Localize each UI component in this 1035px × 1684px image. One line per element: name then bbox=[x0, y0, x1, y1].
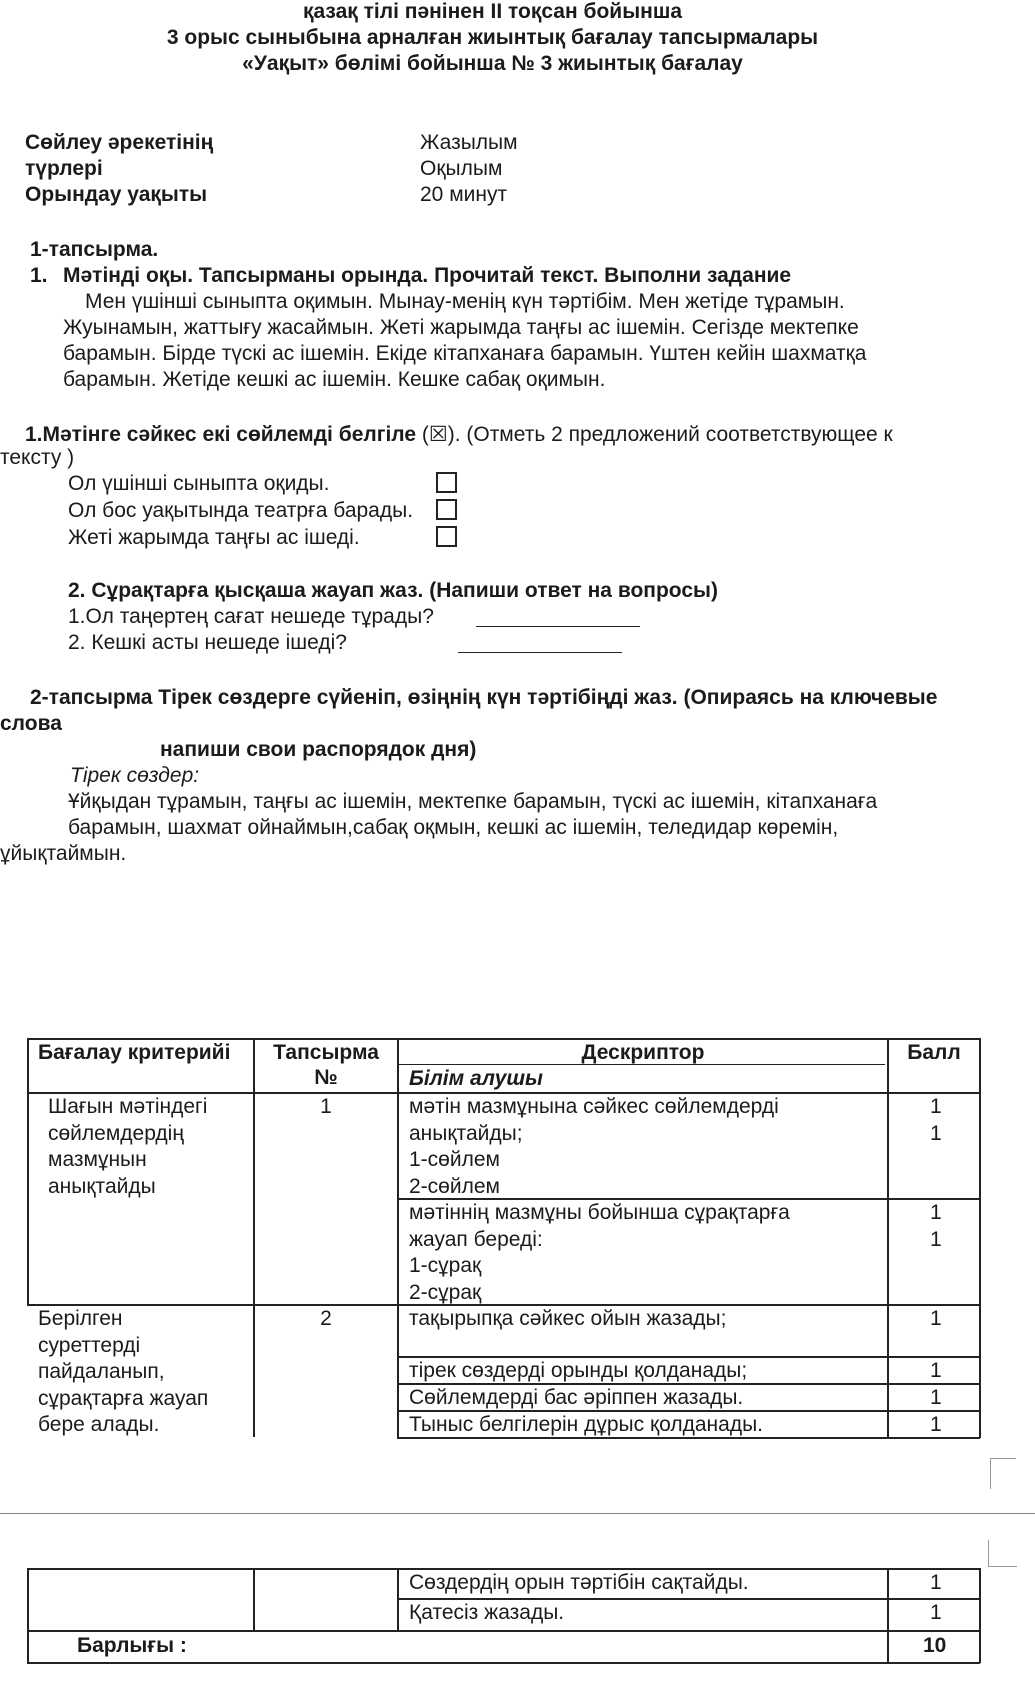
cont-desc-2-score: 1 bbox=[930, 1601, 942, 1624]
row2-desc-3-score: 1 bbox=[930, 1385, 942, 1409]
time-label: Орындау уақыты bbox=[25, 183, 208, 206]
option-1-checkbox[interactable] bbox=[436, 472, 457, 493]
task2-title-line-1: 2-тапсырма Тірек сөздерге сүйеніп, өзіңнің күн тәртібіңді жаз. (Опираясь на ключевые bbox=[30, 686, 938, 709]
option-1-text: Ол үшінші сыныпта оқиды. bbox=[68, 472, 330, 495]
row2-desc-2: тірек сөздерді орынды қолданады; bbox=[409, 1358, 748, 1382]
row1-desc1-line-1: мәтін мазмұнына сәйкес сөйлемдерді bbox=[409, 1095, 779, 1118]
row1-desc2-line-1: мәтіннің мазмұны бойынша сұрақтарға bbox=[409, 1201, 790, 1224]
header-line-1: қазақ тілі пәнінен II тоқсан бойынша bbox=[302, 0, 682, 23]
row1-desc1-line-2: анықтайды; bbox=[409, 1121, 523, 1145]
question-1-bold: 1.Мәтінге сәйкес екі сөйлемді белгіле bbox=[25, 423, 417, 446]
question-1-rest: (☒). (Отметь 2 предложений соответствующее к bbox=[416, 423, 893, 446]
row1-criteria-line-1: Шағын мәтіндегі bbox=[48, 1095, 208, 1118]
question-2-item-1: 1.Ол таңертең сағат нешеде тұрады? bbox=[68, 605, 434, 628]
total-label: Барлығы : bbox=[77, 1634, 187, 1657]
option-3-text: Жеті жарымда таңғы ас ішеді. bbox=[68, 526, 360, 549]
time-value: 20 минут bbox=[420, 183, 508, 206]
cont-desc-1: Сөздердің орын тәртібін сақтайды. bbox=[409, 1571, 749, 1594]
row1-desc1-score-2: 1 bbox=[930, 1121, 942, 1145]
row1-desc2-score-2: 1 bbox=[930, 1227, 942, 1251]
activity-label-1: Сөйлеу әрекетінің bbox=[25, 131, 214, 154]
row1-desc1-score-1: 1 bbox=[930, 1095, 942, 1118]
keywords-label: Тірек сөздер: bbox=[70, 764, 200, 787]
cont-desc-2: Қатесіз жазады. bbox=[409, 1601, 565, 1624]
row2-criteria-line-3: пайдаланып, bbox=[38, 1360, 165, 1383]
row1-desc2-line-3: 1-сұрақ bbox=[409, 1254, 482, 1277]
row2-criteria-line-2: суреттерді bbox=[38, 1333, 141, 1357]
th-criteria: Бағалау критерийі bbox=[38, 1041, 231, 1064]
row2-criteria-line-4: сұрақтарға жауап bbox=[38, 1386, 209, 1410]
total-value: 10 bbox=[923, 1634, 947, 1657]
row2-desc-4: Тыныс белгілерін дұрыс қолданады. bbox=[409, 1412, 763, 1436]
reading-text-line-1: Мен үшінші сыныпта оқимын. Мынау-менің күн тәртібім. Мен жетіде тұрамын. bbox=[85, 290, 845, 313]
row2-desc-1: тақырыпқа сәйкес ойын жазады; bbox=[409, 1307, 727, 1330]
answer-line-1[interactable] bbox=[476, 626, 640, 627]
th-task-num-2: № bbox=[314, 1066, 338, 1089]
header-line-2: 3 орыс сыныбына арналған жиынтық бағалау тапсырмалары bbox=[166, 26, 819, 49]
page-corner-mark-top bbox=[990, 1458, 1016, 1489]
row1-desc1-line-4: 2-сөйлем bbox=[409, 1174, 500, 1198]
task1-instruction: Мәтінді оқы. Тапсырманы орында. Прочитай текст. Выполни задание bbox=[63, 264, 792, 287]
page-corner-mark-bottom bbox=[988, 1540, 1017, 1567]
activity-value-1: Жазылым bbox=[420, 131, 518, 154]
answer-line-2[interactable] bbox=[458, 652, 622, 653]
row1-desc2-score-1: 1 bbox=[930, 1201, 942, 1224]
reading-text-line-4: барамын. Жетіде кешкі ас ішемін. Кешке сабақ оқимын. bbox=[63, 368, 606, 391]
option-2-checkbox[interactable] bbox=[436, 499, 457, 520]
keywords-line-2: барамын, шахмат ойнаймын,сабақ оқмын, кешкі ас ішемін, теледидар көремін, bbox=[68, 816, 839, 839]
reading-text-line-2: Жуынамын, жаттығу жасаймын. Жеті жарымда таңғы ас ішемін. Сегізде мектепке bbox=[63, 316, 859, 339]
question-2-title: 2. Сұрақтарға қысқаша жауап жаз. (Напиши ответ на вопросы) bbox=[68, 579, 718, 602]
row1-desc2-line-2: жауап береді: bbox=[409, 1227, 543, 1251]
row2-desc-2-score: 1 bbox=[930, 1358, 942, 1382]
task2-title-line-2: слова bbox=[0, 712, 62, 735]
question-1-rest-2: тексту ) bbox=[0, 446, 75, 469]
row1-desc1-line-3: 1-сөйлем bbox=[409, 1148, 500, 1171]
th-descriptor: Дескриптор bbox=[581, 1041, 705, 1064]
row1-criteria-line-4: анықтайды bbox=[48, 1174, 156, 1198]
th-task-num-1: Тапсырма bbox=[273, 1041, 379, 1064]
cont-desc-1-score: 1 bbox=[930, 1571, 942, 1594]
th-score: Балл bbox=[907, 1041, 961, 1064]
task2-title-line-3: напиши свои распорядок дня) bbox=[160, 738, 477, 761]
row1-criteria-line-2: сөйлемдердің bbox=[48, 1121, 184, 1145]
row2-criteria-line-1: Берілген bbox=[38, 1307, 123, 1330]
row1-task: 1 bbox=[320, 1095, 332, 1118]
activity-value-2: Оқылым bbox=[420, 157, 503, 180]
task1-title: 1-тапсырма. bbox=[30, 238, 159, 261]
activity-label-2: түрлері bbox=[25, 157, 103, 180]
row2-desc-3: Сөйлемдерді бас әріппен жазады. bbox=[409, 1385, 744, 1409]
keywords-line-3: ұйықтаймын. bbox=[0, 842, 127, 865]
row2-criteria-line-5: бере алады. bbox=[38, 1413, 160, 1436]
question-2-item-2: 2. Кешкі асты нешеде ішеді? bbox=[68, 631, 347, 654]
option-3-checkbox[interactable] bbox=[436, 526, 457, 547]
task1-instruction-num: 1. bbox=[30, 264, 48, 287]
option-2-text: Ол бос уақытында театрға барады. bbox=[68, 499, 414, 522]
question-1 bbox=[25, 422, 893, 447]
th-descriptor-sub: Білім алушы bbox=[409, 1067, 543, 1090]
row2-task: 2 bbox=[320, 1307, 332, 1330]
keywords-line-1: Ұйқыдан тұрамын, таңғы ас ішемін, мектепке барамын, түскі ас ішемін, кітапханаға bbox=[68, 790, 878, 813]
page-break-divider bbox=[0, 1513, 1035, 1514]
header-line-3: «Уақыт» бөлімі бойынша № 3 жиынтық бағалау bbox=[242, 52, 743, 75]
row2-desc-1-score: 1 bbox=[930, 1307, 942, 1330]
row1-criteria-line-3: мазмұнын bbox=[48, 1148, 147, 1171]
row2-desc-4-score: 1 bbox=[930, 1412, 942, 1436]
row1-desc2-line-4: 2-сұрақ bbox=[409, 1280, 482, 1304]
reading-text-line-3: барамын. Бірде түскі ас ішемін. Екіде кітапханаға барамын. Үштен кейін шахматқа bbox=[63, 342, 867, 365]
